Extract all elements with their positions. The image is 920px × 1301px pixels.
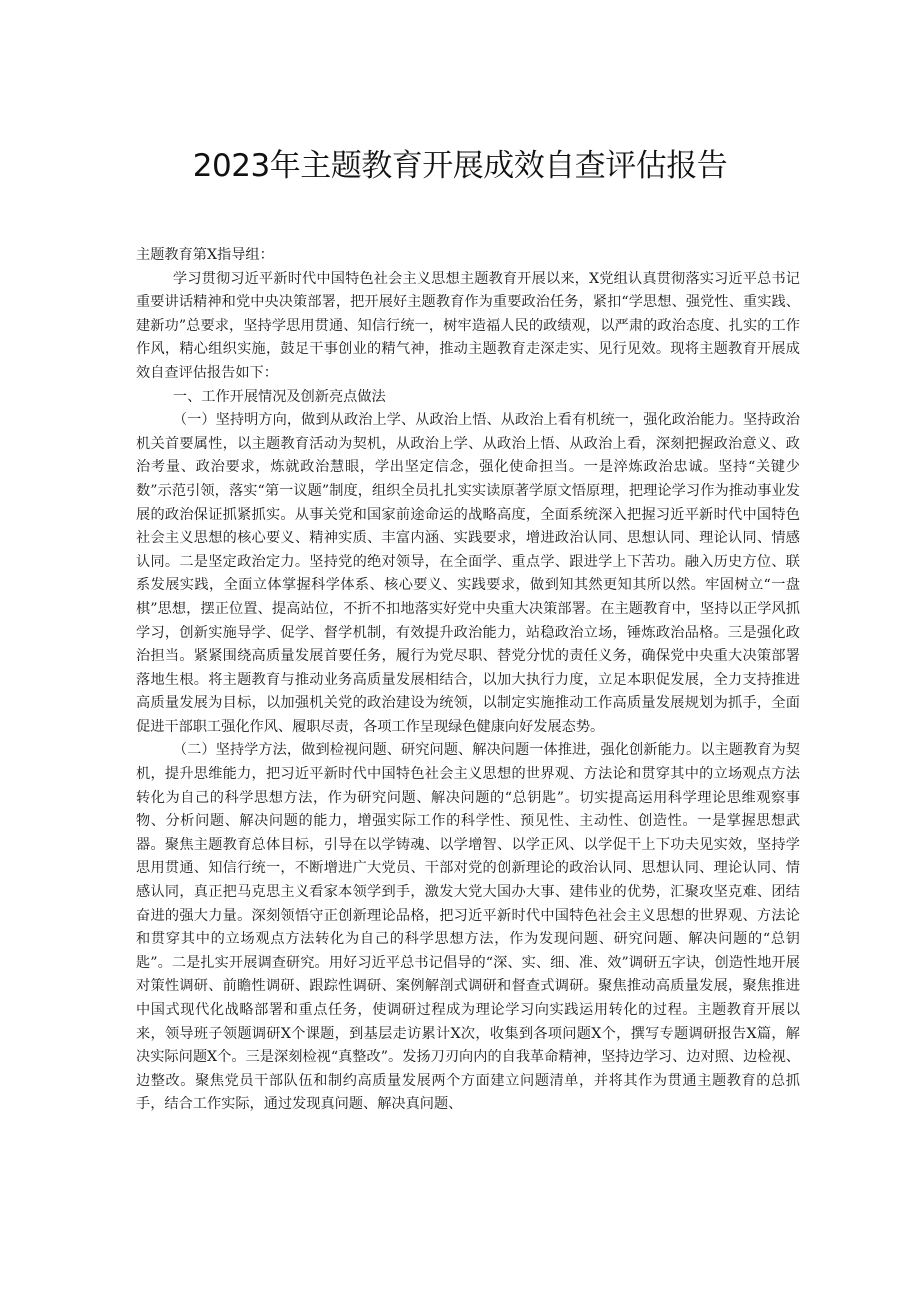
document-body xyxy=(136,244,800,1117)
document-title: 2023年主题教育开展成效自查评估报告 xyxy=(192,148,728,184)
paragraph-item-1: （一）坚持明方向，做到从政治上学、从政治上悟、从政治上看有机统一，强化政治能力。坚持政治机关首要属性，以主题教育活动为契机，从政治上学、从政治上悟、从政治上看，深刻把握政治意义、政治考量、政治要求，炼就政治慧眼，学出坚定信念，强化使命担当。一是淬炼政治忠诚。坚持“关键少数”示范引领，落实“第一议题”制度，组织全员扎扎实实读原著学原文悟原理，把理论学习作为推动事业发展的政治保证抓紧抓实。从事关党和国家前途命运的战略高度，全面系统深入把握习近平新时代中国特色社会主义思想的核心要义、精神实质、丰富内涵、实践要求，增进政治认同、思想认同、理论认同、情感认同。二是坚定政治定力。坚持党的绝对领导，在全面学、重点学、跟进学上下苦功。融入历史方位、联系发展实践，全面立体掌握科学体系、核心要义、实践要求，做到知其然更知其所以然。牢固树立“一盘棋”思想，摆正位置、提高站位，不折不扣地落实好党中央重大决策部署。在主题教育中，坚持以正学风抓学习，创新实施导学、促学、督学机制，有效提升政治能力，站稳政治立场，锤炼政治品格。三是强化政治担当。紧紧围绕高质量发展首要任务，履行为党尽职、替党分忧的责任义务，确保党中央重大决策部署落地生根。将主题教育与推动业务高质量发展相结合，以加大执行力度，立足本职促发展，全力支持推进高质量发展为目标，以加强机关党的政治建设为统领，以制定实施推动工作高质量发展规划为抓手，全面促进干部职工强化作风、履职尽责，各项工作呈现绿色健康向好发展态势。 xyxy=(136,412,800,735)
section-heading-1: 一、工作开展情况及创新亮点做法 xyxy=(172,388,386,405)
intro-paragraph: 学习贯彻习近平新时代中国特色社会主义思想主题教育开展以来，X党组认真贯彻落实习近平总书记重要讲话精神和党中央决策部署，把开展好主题教育作为重要政治任务，紧扣“学思想、强党性、重实践、建新功”总要求，坚持学思用贯通、知信行统一，树牢造福人民的政绩观，以严肃的政治态度、扎实的工作作风，精心组织实施，鼓足干事创业的精气神，推动主题教育走深走实、见行见效。现将主题教育开展成效自查评估报告如下： xyxy=(136,270,800,381)
paragraph-item-2: （二）坚持学方法，做到检视问题、研究问题、解决问题一体推进，强化创新能力。以主题教育为契机，提升思维能力，把习近平新时代中国特色社会主义思想的世界观、方法论和贯穿其中的立场观点方法转化为自己的科学思想方法，作为研究问题、解决问题的“总钥匙”。切实提高运用科学理论思维观察事物、分析问题、解决问题的能力，增强实际工作的科学性、预见性、主动性、创造性。一是掌握思想武器。聚焦主题教育总体目标，引导在以学铸魂、以学增智、以学正风、以学促干上下功夫见实效，坚持学思用贯通、知信行统一，不断增进广大党员、干部对党的创新理论的政治认同、思想认同、理论认同、情感认同，真正把马克思主义看家本领学到手，激发大党大国办大事、建伟业的优势，汇聚攻坚克难、团结奋进的强大力量。深刻领悟守正创新理论品格，把习近平新时代中国特色社会主义思想的世界观、方法论和贯穿其中的立场观点方法转化为自己的科学思想方法，作为发现问题、研究问题、解决问题的“总钥匙”。二是扎实开展调查研究。用好习近平总书记倡导的“深、实、细、准、效”调研五字诀，创造性地开展对策性调研、前瞻性调研、跟踪性调研、案例解剖式调研和督查式调研。聚焦推动高质量发展，聚焦推进中国式现代化战略部署和重点任务，使调研过程成为理论学习向实践运用转化的过程。主题教育开展以来，领导班子领题调研X个课题，到基层走访累计X次，收集到各项问题X个，撰写专题调研报告X篇，解决实际问题X个。三是深刻检视“真整改”。发扬刀刃向内的自我革命精神，坚持边学习、边对照、边检视、边整改。聚焦党员干部队伍和制约高质量发展两个方面建立问题清单，并将其作为贯通主题教育的总抓手，结合工作实际，通过发现真问题、解决真问题、 xyxy=(136,742,800,1113)
salutation: 主题教育第X指导组： xyxy=(136,247,274,263)
